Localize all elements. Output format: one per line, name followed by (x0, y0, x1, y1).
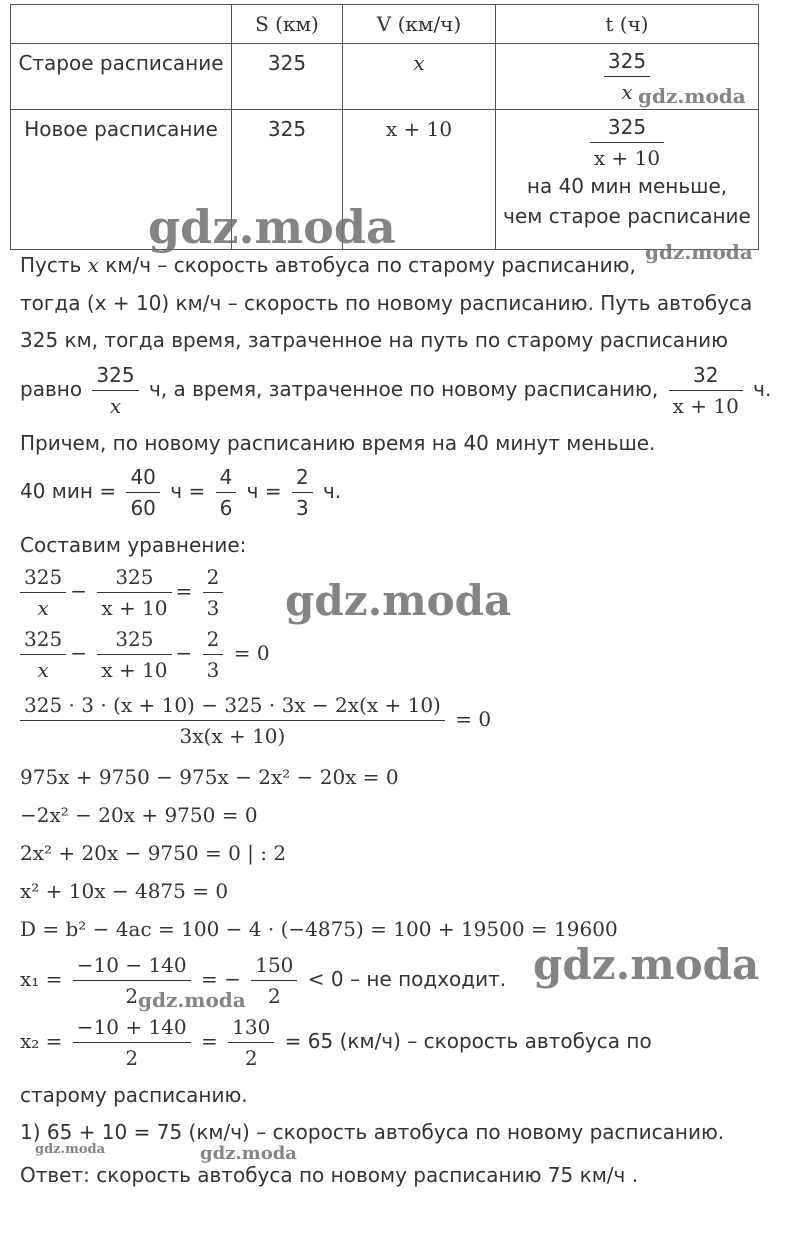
fraction: $\frac{325}{x + 10}$ (590, 114, 664, 171)
watermark: gdz.moda (138, 988, 246, 1012)
text-line-1: Пусть x км/ч – скорость автобуса по старому расписанию, (20, 253, 636, 277)
row-new-note2: чем старое расписание (503, 204, 751, 228)
watermark: gdz.moda (200, 1143, 297, 1164)
header-s: S (км) (232, 5, 343, 44)
equation-9: x₁ = $\frac{-10 - 140}{2}$ = − $\frac{150}{2}$ < 0 – не подходит. (20, 953, 507, 1008)
watermark: gdz.moda (638, 84, 746, 108)
text-line-6: 40 мин = $\frac{40}{60}$ ч = $\frac{4}{6}$ ч = $\frac{2}{3}$ ч. (20, 465, 342, 520)
row-old-label: Старое расписание (11, 44, 232, 110)
row-new-s: 325 (232, 110, 343, 250)
row-new-label: Новое расписание (11, 110, 232, 250)
row-new-v: x + 10 (343, 110, 496, 250)
equation-3: $\frac{325 \cdot 3 \cdot (x + 10) - 325 \cdot 3x - 2x(x + 10)}{3x(x + 10)}$ = 0 (16, 692, 491, 749)
equation-6: 2x² + 20x − 9750 = 0 | : 2 (20, 841, 287, 865)
answer-line: Ответ: скорость автобуса по новому расписанию 75 км/ч . (20, 1163, 639, 1187)
equation-4: 975x + 9750 − 975x − 2x² − 20x = 0 (20, 765, 399, 789)
fraction: $\frac{325}{x}$ (604, 48, 650, 105)
equation-1: $\frac{325}{x}$ − $\frac{325}{x + 10}$ = $\frac{2}{3}$ (16, 564, 227, 621)
text-line-4: равно $\frac{325}{x}$ ч, а время, затраченное по новому расписанию, $\frac{32}{x + 10}$ ч. (20, 363, 772, 418)
watermark: gdz.moda (35, 1142, 106, 1157)
row-old-s: 325 (232, 44, 343, 110)
header-empty (11, 5, 232, 44)
watermark: gdz.moda (285, 576, 512, 625)
row-new-t (496, 110, 759, 250)
text-line-11: старому расписанию. (20, 1083, 248, 1107)
watermark: gdz.moda (533, 940, 760, 989)
watermark: gdz.moda (645, 240, 753, 264)
row-old-v: x (343, 44, 496, 110)
row-new-note1: на 40 мин меньше, (526, 174, 728, 198)
text-line-7: Составим уравнение: (20, 533, 247, 557)
equation-8: D = b² − 4ac = 100 − 4 · (−4875) = 100 + 19500 = 19600 (20, 917, 618, 941)
text-line-3: 325 км, тогда время, затраченное на путь по старому расписанию (20, 328, 728, 352)
equation-7: x² + 10x − 4875 = 0 (20, 879, 229, 903)
text-line-12: 1) 65 + 10 = 75 (км/ч) – скорость автобуса по новому расписанию. (20, 1120, 725, 1144)
header-v: V (км/ч) (343, 5, 496, 44)
header-t: t (ч) (496, 5, 759, 44)
equation-5: −2x² − 20x + 9750 = 0 (20, 803, 258, 827)
text-line-5: Причем, по новому расписанию время на 40 минут меньше. (20, 431, 656, 455)
watermark: gdz.moda (148, 200, 396, 254)
equation-2: $\frac{325}{x}$ − $\frac{325}{x + 10}$ − $\frac{2}{3}$ = 0 (16, 626, 270, 683)
text-line-2: тогда (x + 10) км/ч – скорость по новому расписанию. Путь автобуса (20, 291, 753, 315)
equation-10: x₂ = $\frac{-10 + 140}{2}$ = $\frac{130}{2}$ = 65 (км/ч) – скорость автобуса по (20, 1015, 652, 1070)
